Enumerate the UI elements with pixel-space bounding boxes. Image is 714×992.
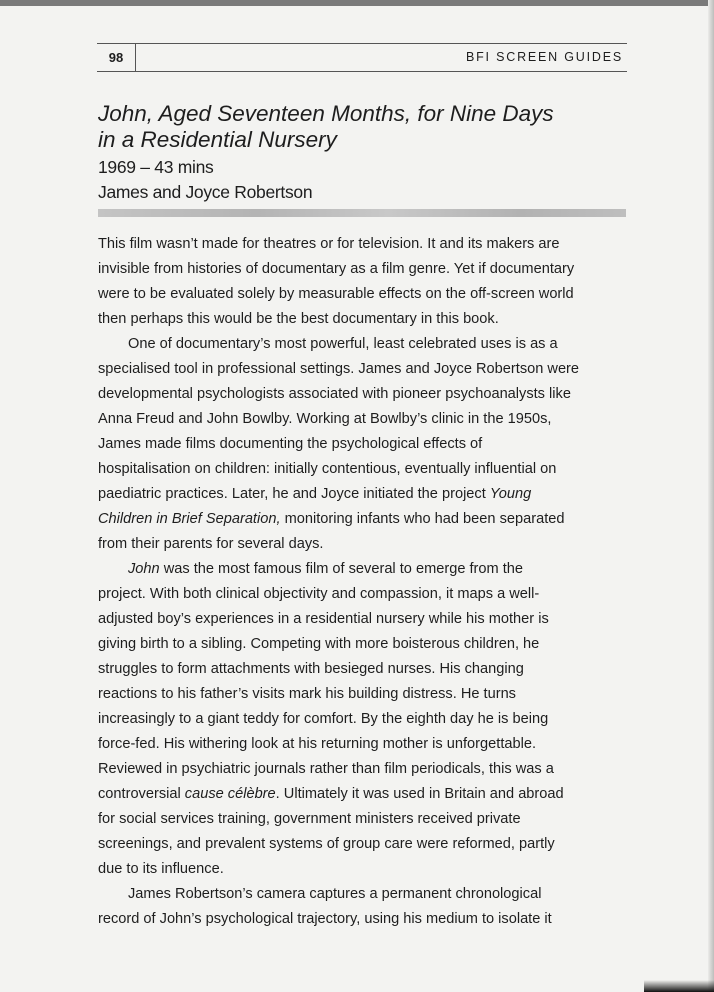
year-runtime: 1969 – 43 mins xyxy=(98,157,214,177)
text-run: paediatric practices. Later, he and Joyce initiated the project xyxy=(98,486,490,502)
italic-title: Young xyxy=(489,486,532,502)
text-line: screenings, and prevalent systems of group care were reformed, partly xyxy=(98,836,555,852)
text-line: for social services training, government ministers received private xyxy=(98,811,521,827)
text-run: was the most famous film of several to emerge from the xyxy=(159,561,524,577)
text-run: . Ultimately it was used in Britain and abroad xyxy=(275,786,564,802)
directors: James and Joyce Robertson xyxy=(98,182,313,202)
entry-title-line: in a Residential Nursery xyxy=(98,127,337,152)
series-title: BFI SCREEN GUIDES xyxy=(465,50,623,64)
text-line: were to be evaluated solely by measurable effects on the off-screen world xyxy=(98,286,574,302)
text-line: Reviewed in psychiatric journals rather than film periodicals, this was a xyxy=(98,761,554,777)
text-run: monitoring infants who had been separated xyxy=(280,511,565,527)
text-line: record of John’s psychological trajectory, using his medium to isolate it xyxy=(98,911,552,927)
text-run: controversial xyxy=(98,786,185,802)
entry-title xyxy=(98,101,618,153)
paragraph-1 xyxy=(98,232,628,332)
scan-page-curl xyxy=(644,980,714,992)
text-line: from their parents for several days. xyxy=(98,536,324,552)
text-line: giving birth to a sibling. Competing with more boisterous children, he xyxy=(98,636,540,652)
entry-meta xyxy=(98,155,312,205)
text-line: struggles to form attachments with besieged nurses. His changing xyxy=(98,661,524,677)
text-line: James made films documenting the psychological effects of xyxy=(98,436,483,452)
title-rule xyxy=(98,209,626,217)
paragraph-4 xyxy=(98,882,628,932)
entry-title-line: John, Aged Seventeen Months, for Nine Days xyxy=(98,101,554,126)
text-line: Anna Freud and John Bowlby. Working at Bowlby’s clinic in the 1950s, xyxy=(98,411,552,427)
text-line: project. With both clinical objectivity and compassion, it maps a well- xyxy=(98,586,540,602)
text-line xyxy=(98,482,628,507)
italic-phrase: cause célèbre xyxy=(184,786,276,802)
running-header xyxy=(97,43,627,72)
italic-title: John xyxy=(128,561,160,577)
text-line: due to its influence. xyxy=(98,861,224,877)
text-line: One of documentary’s most powerful, least celebrated uses is as a xyxy=(128,336,558,352)
text-line: This film wasn’t made for theatres or for television. It and its makers are xyxy=(98,236,560,252)
text-line: then perhaps this would be the best documentary in this book. xyxy=(98,311,499,327)
text-line: adjusted boy’s experiences in a residential nursery while his mother is xyxy=(98,611,549,627)
text-line xyxy=(98,507,628,532)
text-line xyxy=(98,557,628,582)
italic-title: Children in Brief Separation, xyxy=(98,511,281,527)
scan-right-edge xyxy=(708,0,714,992)
text-line: James Robertson’s camera captures a permanent chronological xyxy=(128,886,542,902)
body-text xyxy=(98,232,628,932)
text-line: force-fed. His withering look at his returning mother is unforgettable. xyxy=(98,736,537,752)
text-line: hospitalisation on children: initially contentious, eventually influential on xyxy=(98,461,557,477)
text-line: specialised tool in professional settings. James and Joyce Robertson were xyxy=(98,361,580,377)
paragraph-3 xyxy=(98,557,628,882)
page-number: 98 xyxy=(97,44,136,71)
text-line: increasingly to a giant teddy for comfort. By the eighth day he is being xyxy=(98,711,549,727)
scan-top-edge xyxy=(0,0,714,6)
paragraph-2 xyxy=(98,332,628,557)
text-line xyxy=(98,782,628,807)
text-line: reactions to his father’s visits mark his building distress. He turns xyxy=(98,686,516,702)
text-line: invisible from histories of documentary as a film genre. Yet if documentary xyxy=(98,261,575,277)
text-line: developmental psychologists associated with pioneer psychoanalysts like xyxy=(98,386,571,402)
